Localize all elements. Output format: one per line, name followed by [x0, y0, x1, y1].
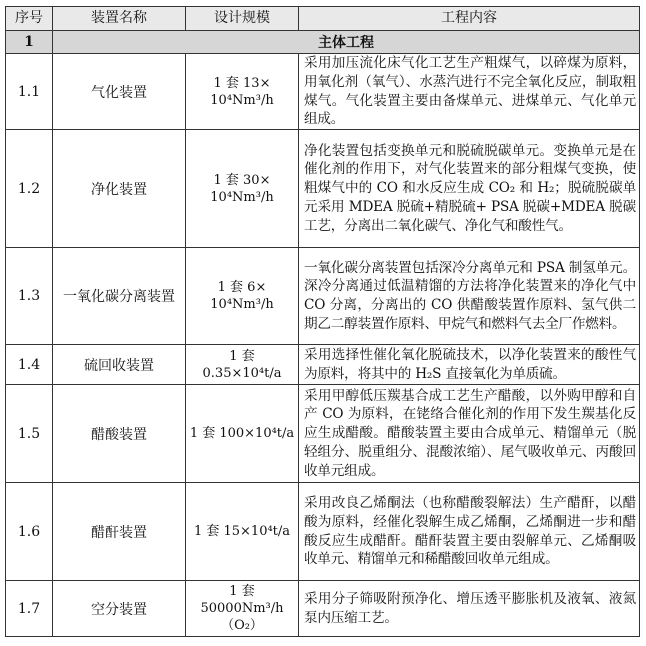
row-scale — [186, 483, 299, 581]
scale-line: 10⁴Nm³/h — [210, 92, 274, 108]
table-row — [6, 581, 640, 637]
header-num: 序号 — [6, 7, 53, 31]
engineering-table — [5, 6, 640, 637]
header-content: 工程内容 — [299, 7, 640, 31]
row-scale — [186, 130, 299, 248]
table-row — [6, 248, 640, 345]
row-num: 1.2 — [6, 130, 53, 248]
scale-line: 0.35×10⁴t/a — [202, 365, 282, 381]
row-name: 空分装置 — [53, 581, 186, 637]
row-num: 1.5 — [6, 385, 53, 483]
row-content: 采用分子筛吸附预净化、增压透平膨胀机及液氧、液氮泵内压缩工艺。 — [299, 581, 640, 637]
table-row — [6, 130, 640, 248]
row-name: 净化装置 — [53, 130, 186, 248]
row-content: 采用改良乙烯酮法（也称醋酸裂解法）生产醋酐，以醋酸为原料，经催化裂解生成乙烯酮，乙烯酮进一步和醋酸反应生成醋酐。醋酐装置主要由裂解单元、乙烯酮吸收单元、精馏单元和稀醋酸回收单元组成。 — [299, 483, 640, 581]
row-name: 气化装置 — [53, 54, 186, 130]
scale-line: 1 套 100×10⁴t/a — [189, 426, 295, 442]
scale-line: （O₂） — [221, 618, 263, 634]
header-scale: 设计规模 — [186, 7, 299, 31]
row-name: 醋酸装置 — [53, 385, 186, 483]
row-num: 1.4 — [6, 345, 53, 385]
row-scale — [186, 54, 299, 130]
table-row — [6, 345, 640, 385]
row-scale — [186, 248, 299, 345]
scale-line: 50000Nm³/h — [200, 601, 284, 617]
scale-line: 1 套 — [229, 348, 255, 364]
row-content: 一氧化碳分离装置包括深冷分离单元和 PSA 制氢单元。深冷分离通过低温精馏的方法将净化装置来的净化气中 CO 分离，分离出的 CO 供醋酸装置作原料、氢气供二期乙二醇装置作原料、甲烷气和燃料气去全厂作燃料。 — [299, 248, 640, 345]
scale-line: 1 套 15×10⁴t/a — [193, 524, 291, 540]
row-scale — [186, 385, 299, 483]
row-content: 采用加压流化床气化工艺生产粗煤气，以碎煤为原料，用氧化剂（氧气）、水蒸汽进行不完全氧化反应，制取粗煤气。气化装置主要由备煤单元、进煤单元、气化单元组成。 — [299, 54, 640, 130]
row-content: 采用甲醇低压羰基合成工艺生产醋酸，以外购甲醇和自产 CO 为原料，在铑络合催化剂的作用下发生羰基化反应生成醋酸。醋酸装置主要由合成单元、精馏单元（脱轻组分、脱重组分、混酸浓缩）、尾气吸收单元、丙酸回收单元组成。 — [299, 385, 640, 483]
table-row — [6, 483, 640, 581]
row-name: 醋酐装置 — [53, 483, 186, 581]
section-title: 主体工程 — [53, 31, 640, 54]
table-row — [6, 385, 640, 483]
scale-line: 10⁴Nm³/h — [210, 297, 274, 313]
row-num: 1.7 — [6, 581, 53, 637]
scale-line: 1 套 6× — [217, 280, 267, 296]
scale-line: 1 套 — [229, 584, 255, 600]
row-scale — [186, 345, 299, 385]
row-num: 1.3 — [6, 248, 53, 345]
section-row — [6, 31, 640, 54]
scale-line: 1 套 30× — [213, 172, 271, 188]
section-num: 1 — [6, 31, 53, 54]
header-name: 装置名称 — [53, 7, 186, 31]
table-row — [6, 54, 640, 130]
row-num: 1.6 — [6, 483, 53, 581]
scale-line: 1 套 13× — [213, 75, 271, 91]
scale-line: 10⁴Nm³/h — [210, 189, 274, 205]
row-name: 硫回收装置 — [53, 345, 186, 385]
row-num: 1.1 — [6, 54, 53, 130]
row-content: 采用选择性催化氧化脱硫技术，以净化装置来的酸性气为原料，将其中的 H₂S 直接氧化为单质硫。 — [299, 345, 640, 385]
row-content: 净化装置包括变换单元和脱硫脱碳单元。变换单元是在催化剂的作用下，对气化装置来的部分粗煤气变换，使粗煤气中的 CO 和水反应生成 CO₂ 和 H₂；脱硫脱碳单元采用 MDEA 脱硫+精脱硫+ PSA 脱碳+MDEA 脱碳工艺，分离出二氧化碳气、净化气和酸性气。 — [299, 130, 640, 248]
row-scale — [186, 581, 299, 637]
table-header-row — [6, 7, 640, 31]
row-name: 一氧化碳分离装置 — [53, 248, 186, 345]
